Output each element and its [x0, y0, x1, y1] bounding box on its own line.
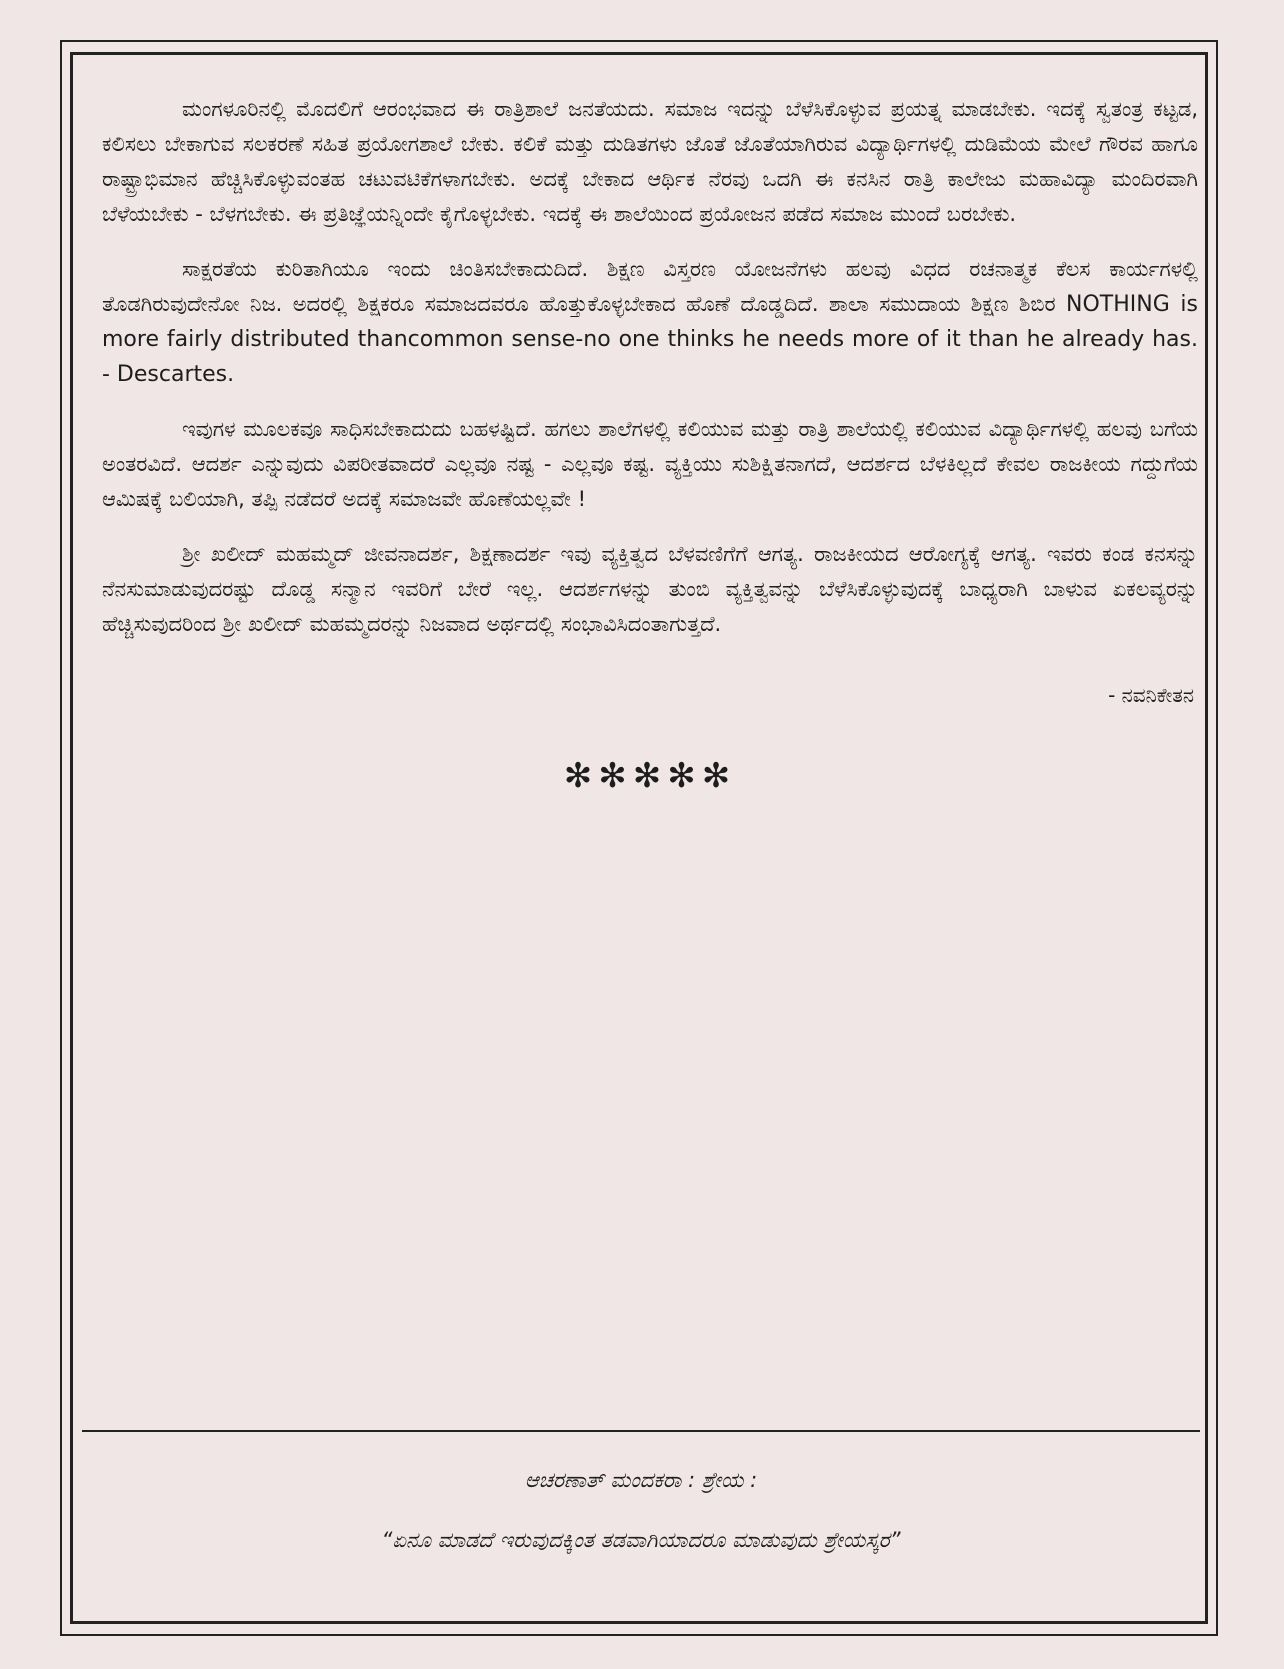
descartes-quote: NOTHING is more fairly distributed thancommon sense-no one thinks he needs more of it than he already has. - Descartes. [102, 292, 1198, 387]
footer-quote: “ಏನೂ ಮಾಡದೆ ಇರುವುದಕ್ಕಿಂತ ತಡವಾಗಿಯಾದರೂ ಮಾಡುವುದು ಶ್ರೇಯಸ್ಕರ” [381, 1528, 901, 1552]
paragraph-literacy-kannada: ಸಾಕ್ಷರತೆಯ ಕುರಿತಾಗಿಯೂ ಇಂದು ಚಿಂತಿಸಬೇಕಾದುದಿದೆ. ಶಿಕ್ಷಣ ವಿಸ್ತರಣ ಯೋಜನೆಗಳು ಹಲವು ವಿಧದ ರಚನಾತ್ಮಕ ಕೆಲಸ ಕಾರ್ಯಗಳಲ್ಲಿ ತೊಡಗಿರುವುದೇನೋ ನಿಜ. ಅದರಲ್ಲಿ ಶಿಕ್ಷಕರೂ ಸಮಾಜದವರೂ ಹೊತ್ತುಕೊಳ್ಳಬೇಕಾದ ಹೊಣೆ ದೊಡ್ಡದಿದೆ. ಶಾಲಾ ಸಮುದಾಯ ಶಿಕ್ಷಣ ಶಿಬಿರ [102, 257, 1198, 316]
paragraph-night-school: ಮಂಗಳೂರಿನಲ್ಲಿ ಮೊದಲಿಗೆ ಆರಂಭವಾದ ಈ ರಾತ್ರಿಶಾಲೆ ಜನತೆಯದು. ಸಮಾಜ ಇದನ್ನು ಬೆಳೆಸಿಕೊಳ್ಳುವ ಪ್ರಯತ್ನ ಮಾಡಬೇಕು. ಇದಕ್ಕೆ ಸ್ವತಂತ್ರ ಕಟ್ಟಡ, ಕಲಿಸಲು ಬೇಕಾಗುವ ಸಲಕರಣೆ ಸಹಿತ ಪ್ರಯೋಗಶಾಲೆ ಬೇಕು. ಕಲಿಕೆ ಮತ್ತು ದುಡಿತಗಳು ಜೊತೆ ಜೊತೆಯಾಗಿರುವ ವಿದ್ಯಾರ್ಥಿಗಳಲ್ಲಿ ದುಡಿಮೆಯ ಮೇಲೆ ಗೌರವ ಹಾಗೂ ರಾಷ್ಟ್ರಾಭಿಮಾನ ಹೆಚ್ಚಿಸಿಕೊಳ್ಳುವಂತಹ ಚಟುವಟಿಕೆಗಳಾಗಬೇಕು. ಅದಕ್ಕೆ ಬೇಕಾದ ಆರ್ಥಿಕ ನೆರವು ಒದಗಿ ಈ ಕನಸಿನ ರಾತ್ರಿ ಕಾಲೇಜು ಮಹಾವಿದ್ಯಾ ಮಂದಿರವಾಗಿ ಬೆಳೆಯಬೇಕು - ಬೆಳಗಬೇಕು. ಈ ಪ್ರತಿಜ್ಞೆಯನ್ನಿಂದೇ ಕೈಗೊಳ್ಳಬೇಕು. ಇದಕ್ಕೆ ಈ ಶಾಲೆಯಿಂದ ಪ್ರಯೋಜನ ಪಡೆದ ಸಮಾಜ ಮುಂದೆ ಬರಬೇಕು. [102, 97, 1198, 226]
paragraph-literacy [102, 252, 1198, 392]
footer-divider [82, 1430, 1200, 1432]
footer-title: ಆಚರಣಾತ್ ಮಂದಕರಾ : ಶ್ರೇಯ : [524, 1468, 758, 1492]
article-body [102, 92, 1198, 794]
section-separator: ✻✻✻✻✻ [563, 756, 737, 796]
paragraph-khaleed-mohammed: ಶ್ರೀ ಖಲೀದ್ ಮಹಮ್ಮದ್ ಜೀವನಾದರ್ಶ, ಶಿಕ್ಷಣಾದರ್ಶ ಇವು ವ್ಯಕ್ತಿತ್ವದ ಬೆಳವಣಿಗೆಗೆ ಆಗತ್ಯ. ರಾಜಕೀಯದ ಆರೋಗ್ಯಕ್ಕೆ ಆಗತ್ಯ. ಇವರು ಕಂಡ ಕನಸನ್ನು ನೆನಸುಮಾಡುವುದರಷ್ಟು ದೊಡ್ಡ ಸನ್ಮಾನ ಇವರಿಗೆ ಬೇರೆ ಇಲ್ಲ. ಆದರ್ಶಗಳನ್ನು ತುಂಬಿ ವ್ಯಕ್ತಿತ್ವವನ್ನು ಬೆಳೆಸಿಕೊಳ್ಳುವುದಕ್ಕೆ ಬಾಧ್ಯರಾಗಿ ಬಾಳುವ ಏಕಲವ್ಯರನ್ನು ಹೆಚ್ಚಿಸುವುದರಿಂದ ಶ್ರೀ ಖಲೀದ್ ಮಹಮ್ಮದರನ್ನು ನಿಜವಾದ ಅರ್ಥದಲ್ಲಿ ಸಂಭಾವಿಸಿದಂತಾಗುತ್ತದೆ. [102, 542, 1198, 636]
author-signature: - ನವನಿಕೇತನ [1108, 683, 1194, 707]
paragraph-ideals: ಇವುಗಳ ಮೂಲಕವೂ ಸಾಧಿಸಬೇಕಾದುದು ಬಹಳಷ್ಟಿದೆ. ಹಗಲು ಶಾಲೆಗಳಲ್ಲಿ ಕಲಿಯುವ ಮತ್ತು ರಾತ್ರಿ ಶಾಲೆಯಲ್ಲಿ ಕಲಿಯುವ ವಿದ್ಯಾರ್ಥಿಗಳಲ್ಲಿ ಹಲವು ಬಗೆಯ ಅಂತರವಿದೆ. ಆದರ್ಶ ಎನ್ನುವುದು ವಿಪರೀತವಾದರೆ ಎಲ್ಲವೂ ನಷ್ಟ - ಎಲ್ಲವೂ ಕಷ್ಟ. ವ್ಯಕ್ತಿಯು ಸುಶಿಕ್ಷಿತನಾಗದೆ, ಆದರ್ಶದ ಬೆಳಕಿಲ್ಲದೆ ಕೇವಲ ರಾಜಕೀಯ ಗದ್ದುಗೆಯ ಆಮಿಷಕ್ಕೆ ಬಲಿಯಾಗಿ, ತಪ್ಪಿ ನಡೆದರೆ ಅದಕ್ಕೆ ಸಮಾಜವೇ ಹೊಣೆಯಲ್ಲವೇ ! [102, 417, 1198, 511]
